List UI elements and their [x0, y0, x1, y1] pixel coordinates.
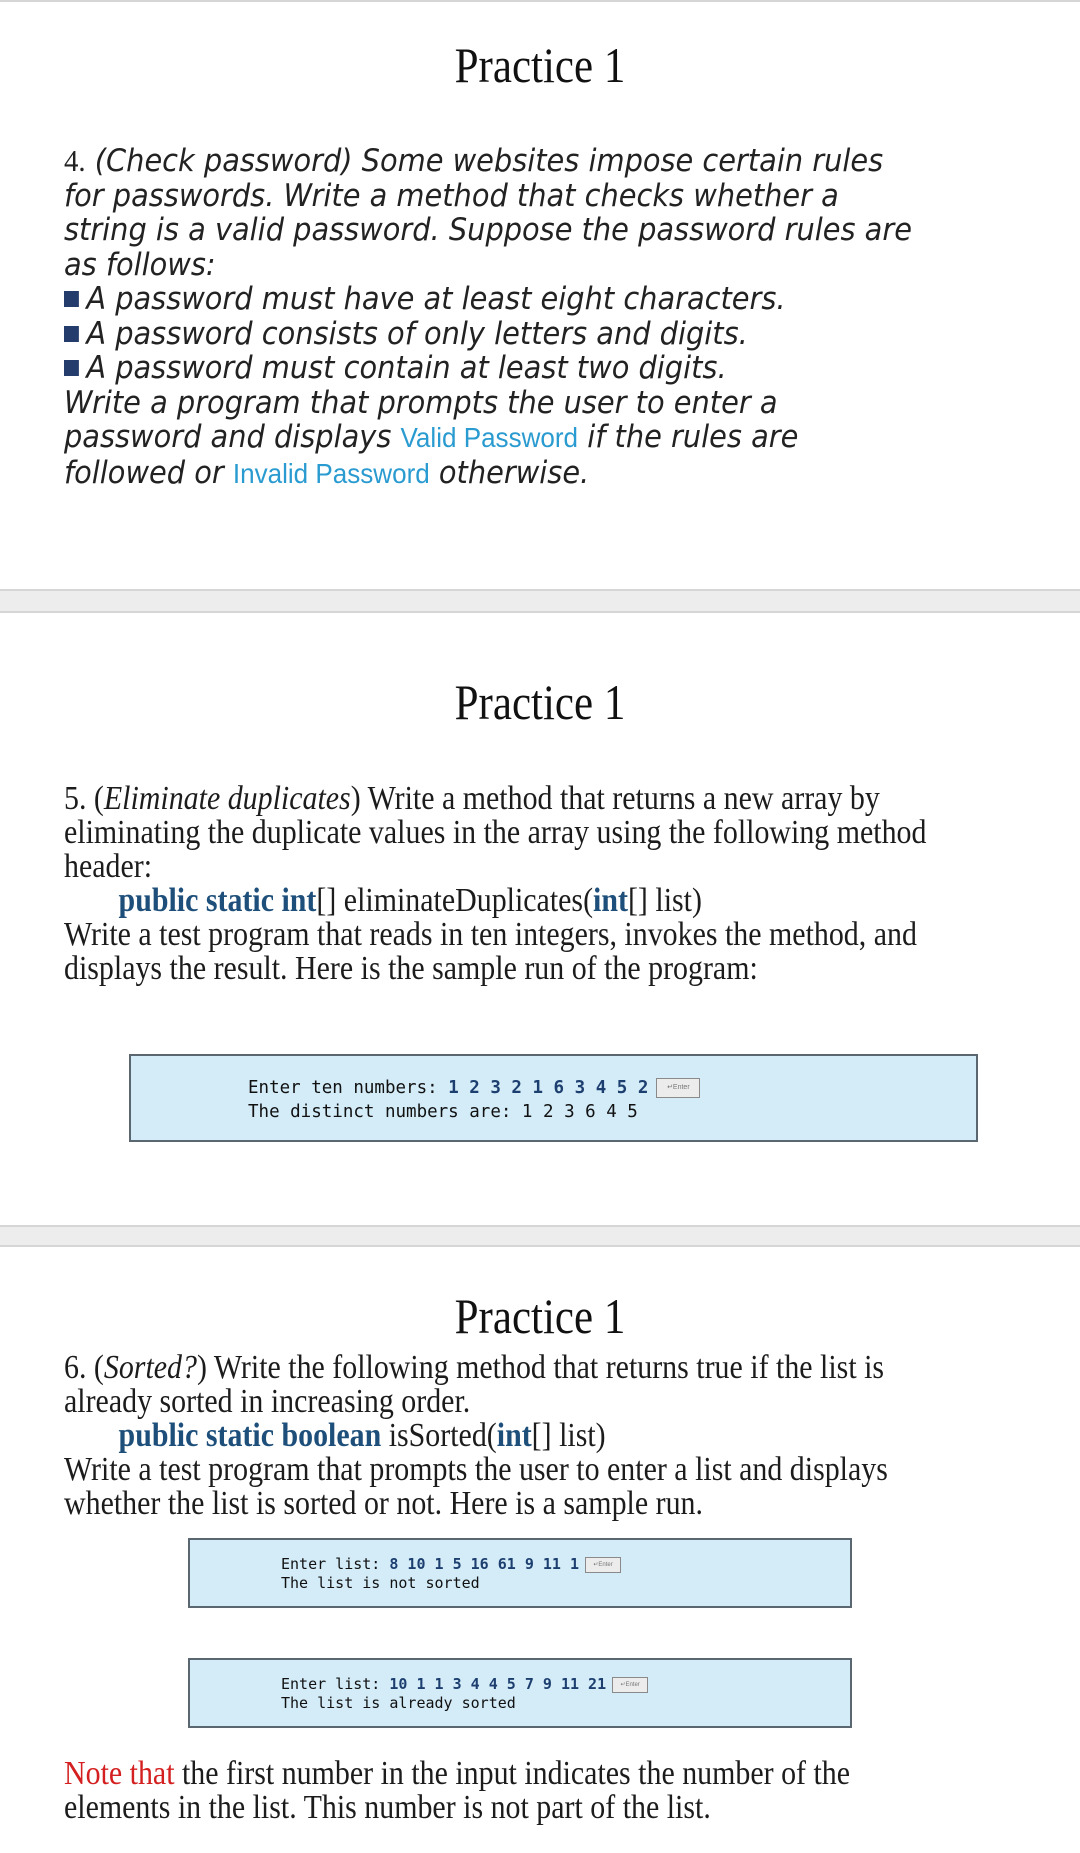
enter-key-icon: ↵Enter — [656, 1078, 700, 1098]
text-line: elements in the list. This number is not part of the list. — [64, 1789, 711, 1826]
console-line: Enter list: 10 1 1 3 4 4 5 7 9 11 21 ↵Enter — [281, 1675, 850, 1694]
text-line: followed or Invalid Password otherwise. — [64, 454, 590, 491]
console-output: The distinct numbers are: 1 2 3 6 4 5 — [248, 1102, 638, 1122]
bullet-item: A password consists of only letters and digits. — [64, 317, 1031, 352]
slide-sorted — [0, 1245, 1080, 1853]
console-input: 10 1 1 3 4 4 5 7 9 11 21 — [389, 1675, 607, 1693]
bullet-square-icon — [64, 360, 79, 376]
console-output: The list is not sorted — [281, 1574, 480, 1592]
text-line: 6. (Sorted?) Write the following method that returns true if the list is — [64, 1349, 885, 1386]
text-line: whether the list is sorted or not. Here is a sample run. — [64, 1485, 703, 1522]
exercise-title: Sorted? — [103, 1349, 197, 1386]
method-signature: public static int[] eliminateDuplicates(int[] list) — [118, 882, 702, 919]
text-line: eliminating the duplicate values in the array using the following method — [64, 814, 927, 851]
slide-eliminate-duplicates — [0, 611, 1080, 1227]
exercise-title: Eliminate duplicates — [103, 780, 351, 817]
sample-run-console — [129, 1054, 978, 1142]
note-label: Note that — [64, 1755, 175, 1792]
text-line: for passwords. Write a method that checks whether a — [64, 177, 839, 214]
bullet-item: A password must have at least eight characters. — [64, 282, 1031, 317]
valid-password-output: Valid Password — [400, 422, 579, 453]
exercise-text — [64, 1351, 1032, 1521]
text-line: already sorted in increasing order. — [64, 1383, 471, 1420]
note-text — [64, 1757, 1032, 1825]
console-input: 8 10 1 5 16 61 9 11 1 — [389, 1555, 580, 1573]
slide-title: Practice 1 — [454, 674, 626, 730]
method-signature: public static boolean isSorted(int[] list) — [118, 1417, 606, 1454]
text-line: Write a test program that reads in ten integers, invokes the method, and — [64, 916, 917, 953]
text-line: 5. (Eliminate duplicates) Write a method that returns a new array by — [64, 780, 880, 817]
console-input: 1 2 3 2 1 6 3 4 5 2 — [448, 1078, 649, 1098]
text-line: Write a program that prompts the user to enter a — [64, 384, 778, 421]
exercise-text — [64, 782, 1032, 986]
slide-check-password — [0, 0, 1080, 591]
text-line: as follows: — [64, 246, 216, 283]
text-line: Write a test program that prompts the user to enter a list and displays — [64, 1451, 888, 1488]
bullet-item: A password must contain at least two digits. — [64, 351, 1031, 386]
slide-title: Practice 1 — [454, 1288, 626, 1344]
bullet-square-icon — [64, 326, 79, 342]
exercise-title: (Check password) — [94, 143, 353, 179]
exercise-text — [64, 144, 1031, 491]
console-line: Enter list: 8 10 1 5 16 61 9 11 1 ↵Enter — [281, 1555, 850, 1574]
console-line: Enter ten numbers: 1 2 3 2 1 6 3 4 5 2 ↵Enter — [248, 1076, 976, 1100]
sample-run-2-console — [188, 1658, 852, 1728]
bullet-square-icon — [64, 291, 79, 307]
text-line: Note that the first number in the input indicates the number of the — [64, 1755, 851, 1792]
text-line: displays the result. Here is the sample run of the program: — [64, 950, 758, 987]
invalid-password-output: Invalid Password — [232, 457, 430, 489]
enter-key-icon: ↵Enter — [585, 1557, 621, 1573]
text-line: header: — [64, 848, 153, 885]
slide-title: Practice 1 — [454, 37, 626, 93]
sample-run-1-console — [188, 1538, 852, 1608]
text-line: password and displays Valid Password if the rules are — [64, 419, 799, 455]
enter-key-icon: ↵Enter — [612, 1677, 648, 1693]
console-output: The list is already sorted — [281, 1694, 516, 1712]
text-line: 4. (Check password) Some websites impose certain rules — [64, 143, 884, 179]
text-line: string is a valid password. Suppose the password rules are — [64, 212, 912, 248]
